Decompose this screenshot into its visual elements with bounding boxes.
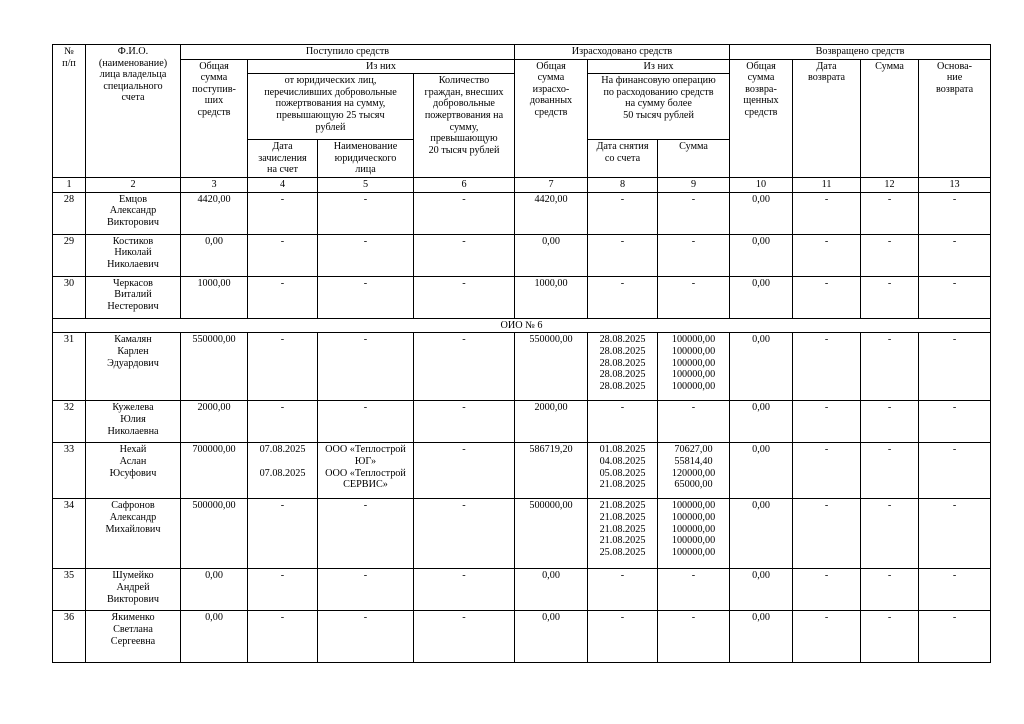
operation-sum-cell: - (658, 192, 730, 234)
col-number: 9 (658, 178, 730, 193)
total-spent-cell: 4420,00 (515, 192, 588, 234)
col-number: 12 (861, 178, 919, 193)
entity-name-cell: - (318, 234, 414, 276)
credit-date-cell: - (248, 333, 318, 401)
owner-name-cell: Шумейко Андрей Викторович (86, 569, 181, 611)
total-spent-cell: 1000,00 (515, 276, 588, 318)
entity-name-cell: - (318, 401, 414, 443)
credit-date-cell: - (248, 192, 318, 234)
return-sum-cell: - (861, 192, 919, 234)
citizens-count-cell: - (414, 499, 515, 569)
total-spent-cell: 0,00 (515, 569, 588, 611)
col-number: 5 (318, 178, 414, 193)
citizens-count-cell: - (414, 192, 515, 234)
credit-date-cell: - (248, 499, 318, 569)
return-reason-cell: - (919, 611, 991, 663)
header-spent: Израсходовано средств (515, 45, 730, 60)
header-fio: Ф.И.О. (наименование) лица владельца специального счета (86, 45, 181, 178)
col-number: 13 (919, 178, 991, 193)
section-label: ОИО № 6 (53, 318, 991, 333)
owner-name-cell: Сафронов Александр Михайлович (86, 499, 181, 569)
return-sum-cell: - (861, 443, 919, 499)
return-reason-cell: - (919, 569, 991, 611)
withdraw-date-cell: - (588, 192, 658, 234)
citizens-count-cell: - (414, 569, 515, 611)
header-legal-entities: от юридических лиц, перечисливших добровольные пожертвования на сумму, превышающую 25 тысяч рублей (248, 74, 414, 140)
total-returned-cell: 0,00 (730, 569, 793, 611)
total-received-cell: 500000,00 (181, 499, 248, 569)
col-number: 10 (730, 178, 793, 193)
total-spent-cell: 0,00 (515, 611, 588, 663)
table-row (53, 276, 991, 318)
row-number-cell: 35 (53, 569, 86, 611)
withdraw-date-cell: - (588, 276, 658, 318)
header-num: № п/п (53, 45, 86, 178)
table-row (53, 234, 991, 276)
total-spent-cell: 500000,00 (515, 499, 588, 569)
total-spent-cell: 0,00 (515, 234, 588, 276)
total-received-cell: 2000,00 (181, 401, 248, 443)
row-number-cell: 28 (53, 192, 86, 234)
return-reason-cell: - (919, 401, 991, 443)
total-returned-cell: 0,00 (730, 611, 793, 663)
return-reason-cell: - (919, 276, 991, 318)
table-row (53, 333, 991, 401)
citizens-count-cell: - (414, 401, 515, 443)
owner-name-cell: Кужелева Юлия Николаевна (86, 401, 181, 443)
header-date-credit: Дата зачисления на счет (248, 140, 318, 178)
table-row (53, 611, 991, 663)
header-returned: Возвращено средств (730, 45, 991, 60)
header-citizens-count: Количество граждан, внесших добровольные пожертвования на сумму, превышающую 20 тысяч рублей (414, 74, 515, 178)
withdraw-date-cell: 28.08.2025 28.08.2025 28.08.2025 28.08.2025 28.08.2025 (588, 333, 658, 401)
operation-sum-cell: - (658, 569, 730, 611)
return-date-cell: - (793, 611, 861, 663)
operation-sum-cell: - (658, 276, 730, 318)
col-number: 11 (793, 178, 861, 193)
entity-name-cell: - (318, 276, 414, 318)
credit-date-cell: - (248, 234, 318, 276)
table-row (53, 192, 991, 234)
row-number-cell: 29 (53, 234, 86, 276)
owner-name-cell: Камалян Карлен Эдуардович (86, 333, 181, 401)
withdraw-date-cell: - (588, 611, 658, 663)
return-sum-cell: - (861, 234, 919, 276)
return-date-cell: - (793, 276, 861, 318)
credit-date-cell: 07.08.2025 07.08.2025 (248, 443, 318, 499)
total-received-cell: 1000,00 (181, 276, 248, 318)
citizens-count-cell: - (414, 276, 515, 318)
row-number-cell: 30 (53, 276, 86, 318)
operation-sum-cell: 100000,00 100000,00 100000,00 100000,00 100000,00 (658, 499, 730, 569)
table-row (53, 569, 991, 611)
total-returned-cell: 0,00 (730, 276, 793, 318)
withdraw-date-cell: - (588, 569, 658, 611)
entity-name-cell: - (318, 333, 414, 401)
table-row (53, 401, 991, 443)
return-date-cell: - (793, 401, 861, 443)
owner-name-cell: Емцов Александр Викторович (86, 192, 181, 234)
header-return-reason: Основа- ние возврата (919, 59, 991, 178)
operation-sum-cell: - (658, 234, 730, 276)
withdraw-date-cell: 01.08.2025 04.08.2025 05.08.2025 21.08.2025 (588, 443, 658, 499)
header-of-them-received: Из них (248, 59, 515, 74)
total-spent-cell: 586719,20 (515, 443, 588, 499)
table-row (53, 499, 991, 569)
col-number: 1 (53, 178, 86, 193)
entity-name-cell: - (318, 499, 414, 569)
header-total-received: Общая сумма поступив- ших средств (181, 59, 248, 178)
header-total-spent: Общая сумма израсхо- дованных средств (515, 59, 588, 178)
col-number: 4 (248, 178, 318, 193)
owner-name-cell: Якименко Светлана Сергеевна (86, 611, 181, 663)
funds-report-table (52, 44, 991, 663)
header-received: Поступило средств (181, 45, 515, 60)
row-number-cell: 31 (53, 333, 86, 401)
table-row (53, 443, 991, 499)
operation-sum-cell: 70627,00 55814,40 120000,00 65000,00 (658, 443, 730, 499)
col-number: 6 (414, 178, 515, 193)
total-received-cell: 550000,00 (181, 333, 248, 401)
header-return-date: Дата возврата (793, 59, 861, 178)
credit-date-cell: - (248, 569, 318, 611)
col-number: 3 (181, 178, 248, 193)
return-sum-cell: - (861, 569, 919, 611)
total-received-cell: 0,00 (181, 569, 248, 611)
row-number-cell: 34 (53, 499, 86, 569)
return-sum-cell: - (861, 333, 919, 401)
return-date-cell: - (793, 333, 861, 401)
operation-sum-cell: 100000,00 100000,00 100000,00 100000,00 100000,00 (658, 333, 730, 401)
entity-name-cell: - (318, 192, 414, 234)
withdraw-date-cell: - (588, 234, 658, 276)
total-received-cell: 0,00 (181, 611, 248, 663)
col-number: 7 (515, 178, 588, 193)
row-number-cell: 36 (53, 611, 86, 663)
citizens-count-cell: - (414, 611, 515, 663)
header-return-sum: Сумма (861, 59, 919, 178)
total-returned-cell: 0,00 (730, 499, 793, 569)
citizens-count-cell: - (414, 443, 515, 499)
header-entity-name: Наименование юридического лица (318, 140, 414, 178)
entity-name-cell: - (318, 611, 414, 663)
owner-name-cell: Костиков Николай Николаевич (86, 234, 181, 276)
total-spent-cell: 550000,00 (515, 333, 588, 401)
return-sum-cell: - (861, 401, 919, 443)
header-total-returned: Общая сумма возвра- щенных средств (730, 59, 793, 178)
return-date-cell: - (793, 234, 861, 276)
total-returned-cell: 0,00 (730, 234, 793, 276)
owner-name-cell: Черкасов Виталий Нестерович (86, 276, 181, 318)
return-date-cell: - (793, 569, 861, 611)
withdraw-date-cell: - (588, 401, 658, 443)
return-date-cell: - (793, 192, 861, 234)
total-returned-cell: 0,00 (730, 333, 793, 401)
return-reason-cell: - (919, 499, 991, 569)
credit-date-cell: - (248, 276, 318, 318)
header-of-them-spent: Из них (588, 59, 730, 74)
return-date-cell: - (793, 443, 861, 499)
return-sum-cell: - (861, 276, 919, 318)
return-sum-cell: - (861, 611, 919, 663)
row-number-cell: 32 (53, 401, 86, 443)
owner-name-cell: Нехай Аслан Юсуфович (86, 443, 181, 499)
column-number-row (53, 178, 991, 193)
return-reason-cell: - (919, 333, 991, 401)
col-number: 2 (86, 178, 181, 193)
header-sum: Сумма (658, 140, 730, 178)
return-reason-cell: - (919, 192, 991, 234)
total-returned-cell: 0,00 (730, 192, 793, 234)
citizens-count-cell: - (414, 333, 515, 401)
total-received-cell: 0,00 (181, 234, 248, 276)
header-date-withdraw: Дата снятия со счета (588, 140, 658, 178)
return-date-cell: - (793, 499, 861, 569)
return-reason-cell: - (919, 443, 991, 499)
credit-date-cell: - (248, 401, 318, 443)
row-number-cell: 33 (53, 443, 86, 499)
operation-sum-cell: - (658, 611, 730, 663)
citizens-count-cell: - (414, 234, 515, 276)
operation-sum-cell: - (658, 401, 730, 443)
total-received-cell: 4420,00 (181, 192, 248, 234)
total-spent-cell: 2000,00 (515, 401, 588, 443)
total-received-cell: 700000,00 (181, 443, 248, 499)
entity-name-cell: ООО «Теплострой ЮГ» ООО «Теплострой СЕРВИС» (318, 443, 414, 499)
return-sum-cell: - (861, 499, 919, 569)
withdraw-date-cell: 21.08.2025 21.08.2025 21.08.2025 21.08.2025 25.08.2025 (588, 499, 658, 569)
credit-date-cell: - (248, 611, 318, 663)
return-reason-cell: - (919, 234, 991, 276)
total-returned-cell: 0,00 (730, 401, 793, 443)
entity-name-cell: - (318, 569, 414, 611)
total-returned-cell: 0,00 (730, 443, 793, 499)
col-number: 8 (588, 178, 658, 193)
header-financial-op: На финансовую операцию по расходованию средств на сумму более 50 тысяч рублей (588, 74, 730, 140)
